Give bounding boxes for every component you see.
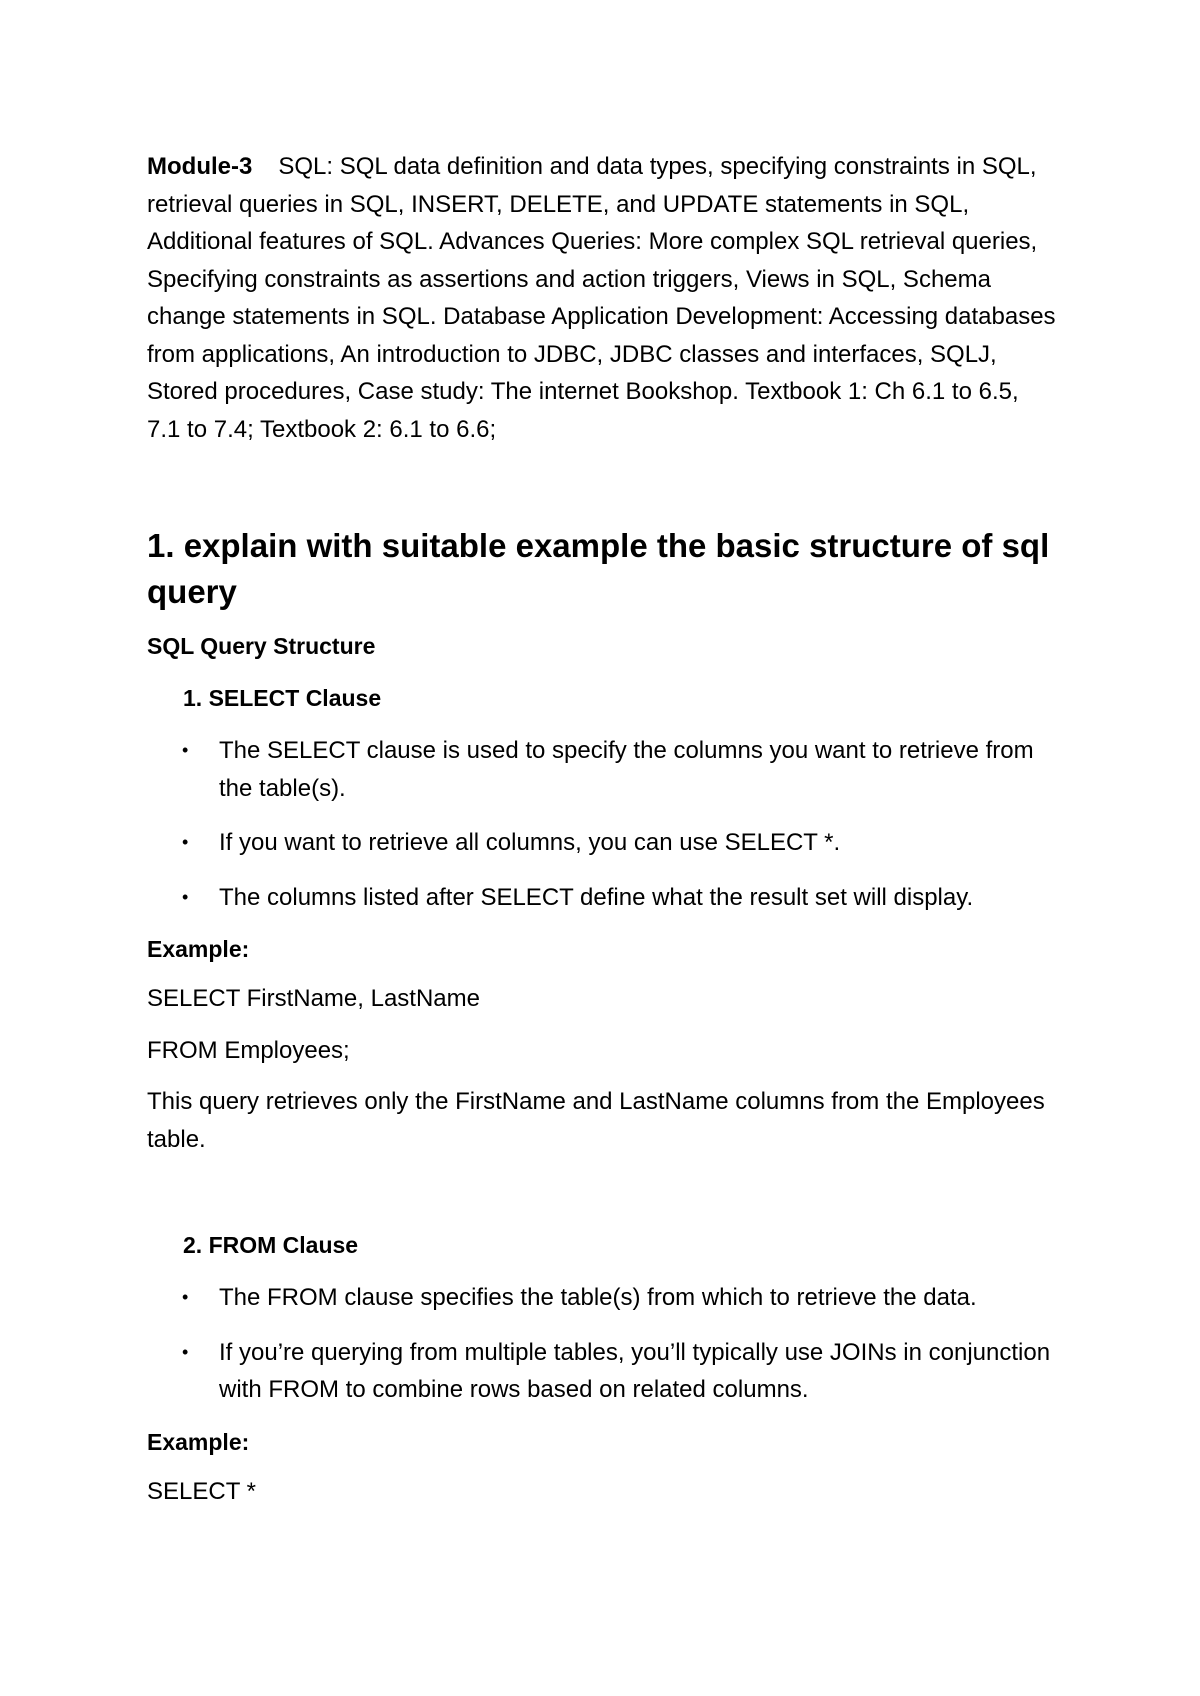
module-intro — [147, 148, 1057, 448]
select-clause-bullets — [147, 732, 1057, 916]
document-content — [147, 148, 1057, 1510]
spacer — [147, 1158, 1057, 1210]
bullet-icon: • — [182, 1341, 189, 1362]
select-code-line-1: SELECT FirstName, LastName — [147, 985, 480, 1012]
select-explanation: This query retrieves only the FirstName and LastName columns from the Employees table. — [147, 1088, 1045, 1153]
bullet-icon: • — [182, 740, 189, 760]
bullet-icon: • — [182, 886, 189, 907]
list-item: • The FROM clause specifies the table(s) from which to retrieve the data. — [219, 1279, 1057, 1317]
from-example-label: Example: — [147, 1428, 250, 1455]
list-item: • The columns listed after SELECT define what the result set will display. — [219, 879, 1057, 917]
module-description: SQL: SQL data definition and data types, specifying constraints in SQL, retrieval queries in SQL, INSERT, DELETE, and UPDATE statements in SQL, Additional features of SQL. Advances Queries: More complex SQL retrieval queries, Specifying constraints as assertions and action triggers, Views in SQL, Schema change statements in SQL. Database Application Development: Accessing databases from applications, An introduction to JDBC, JDBC classes and interfaces, SQLJ, Stored procedures, Case study: The internet Bookshop. Textbook 1: Ch 6.1 to 6.5, 7.1 to 7.4; Textbook 2: 6.1 to 6.6; — [147, 153, 1056, 443]
section-title: SQL Query Structure — [147, 633, 376, 659]
from-clause-heading: 2. FROM Clause — [183, 1232, 359, 1258]
list-item: • The SELECT clause is used to specify the columns you want to retrieve from the table(s). — [219, 732, 1057, 807]
bullet-icon: • — [182, 1287, 189, 1307]
bullet-icon: • — [182, 832, 189, 852]
list-item: • If you’re querying from multiple tables, you’ll typically use JOINs in conjunction with FROM to combine rows based on related columns. — [219, 1334, 1057, 1409]
module-label: Module-3 — [147, 153, 253, 180]
select-clause-heading: 1. SELECT Clause — [183, 685, 382, 711]
question-heading: 1. explain with suitable example the basic structure of sql query — [147, 527, 1050, 610]
list-item: • If you want to retrieve all columns, you can use SELECT *. — [219, 824, 1057, 862]
select-example-label: Example: — [147, 936, 250, 962]
from-clause-bullets — [147, 1279, 1057, 1409]
select-code-line-2: FROM Employees; — [147, 1036, 350, 1064]
from-code-line-1: SELECT * — [147, 1477, 256, 1505]
